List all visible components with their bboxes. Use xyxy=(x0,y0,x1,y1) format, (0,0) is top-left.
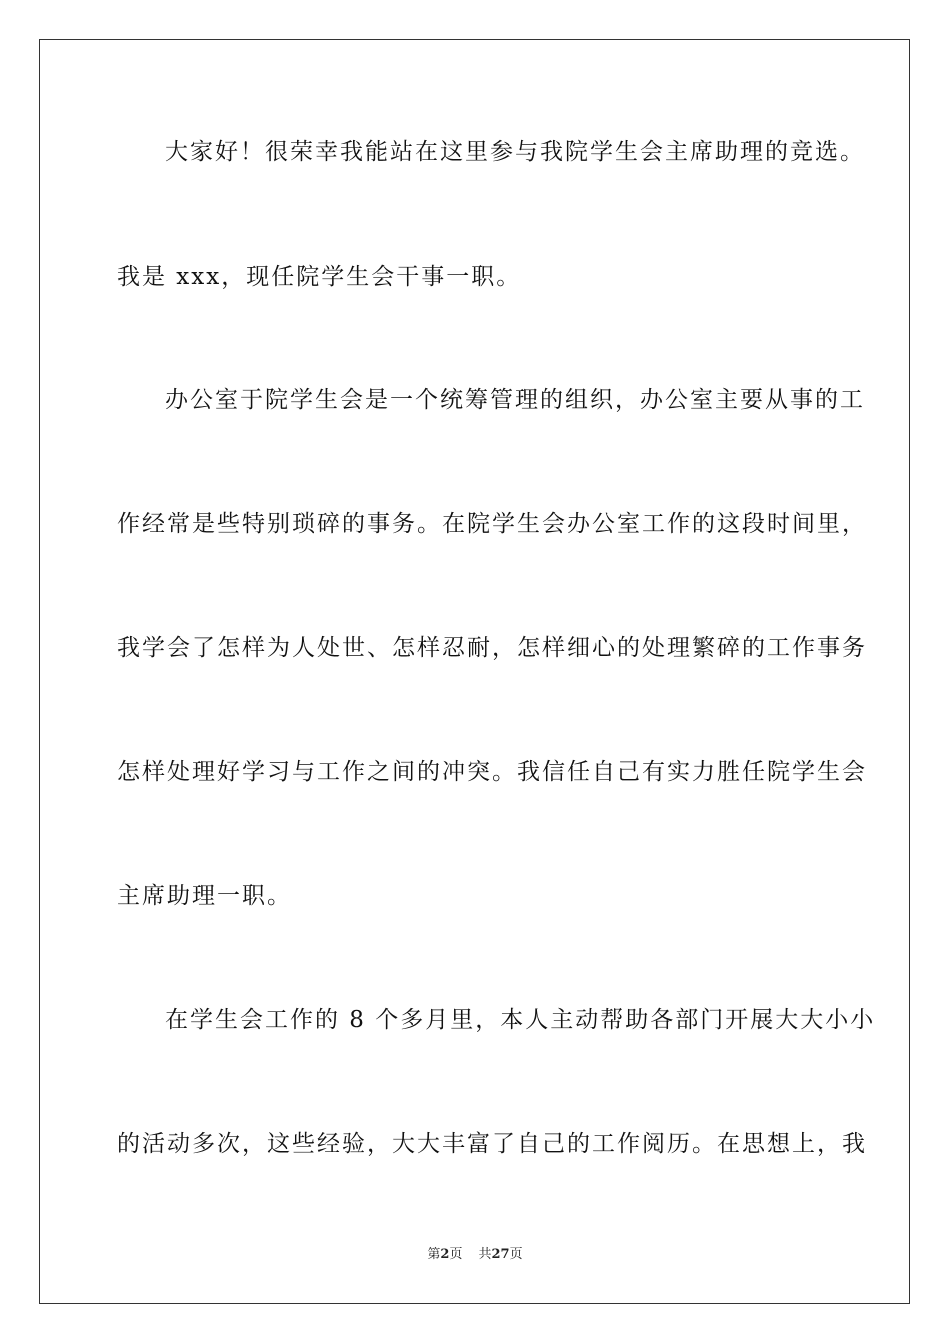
paragraph-3-line-1: 在学生会工作的 8 个多月里，本人主动帮助各部门开展大大小小 xyxy=(165,1007,876,1033)
paragraph-1-line-1: 大家好！很荣幸我能站在这里参与我院学生会主席助理的竞选。 xyxy=(165,139,865,165)
paragraph-2-line-3: 我学会了怎样为人处世、怎样忍耐，怎样细心的处理繁碎的工作事务 xyxy=(117,635,867,661)
paragraph-1-line-2: 我是 xxx，现任院学生会干事一职。 xyxy=(117,264,522,290)
page-frame xyxy=(39,39,910,1304)
footer-total-prefix: 共 xyxy=(478,1247,492,1262)
paragraph-2-line-2: 作经常是些特别琐碎的事务。在院学生会办公室工作的这段时间里， xyxy=(117,511,867,537)
paragraph-3-line-2: 的活动多次，这些经验，大大丰富了自己的工作阅历。在思想上，我 xyxy=(117,1131,867,1157)
footer-page-prefix: 第 xyxy=(427,1247,441,1262)
paragraph-2-line-1: 办公室于院学生会是一个统筹管理的组织，办公室主要从事的工 xyxy=(165,387,865,413)
footer-page-number: 2 xyxy=(440,1247,450,1262)
footer-page-suffix: 页 xyxy=(449,1247,463,1262)
footer-total-number: 27 xyxy=(491,1247,510,1262)
footer-total-suffix: 页 xyxy=(509,1247,523,1262)
page-footer xyxy=(0,1246,950,1264)
paragraph-2-line-5: 主席助理一职。 xyxy=(117,883,292,909)
paragraph-2-line-4: 怎样处理好学习与工作之间的冲突。我信任自己有实力胜任院学生会 xyxy=(117,759,867,785)
